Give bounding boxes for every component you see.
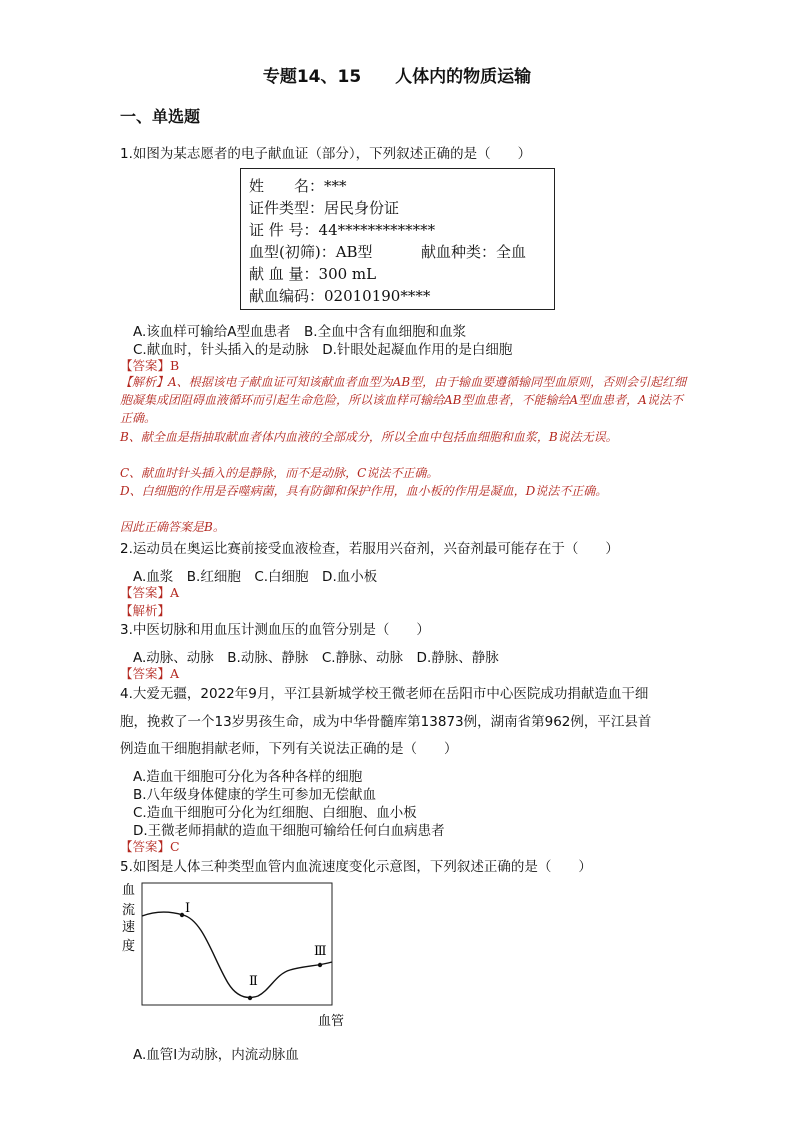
q2-answer: 【答案】A (120, 585, 180, 600)
blood-donation-certificate (240, 168, 555, 310)
q1-explanation-d: D、白细胞的作用是吞噬病菌，具有防御和保护作用，血小板的作用是凝血，D说法不正确。 (120, 484, 608, 498)
q3-options: A.动脉、动脉 B.动脉、静脉 C.静脉、动脉 D.静脉、静脉 (133, 650, 499, 666)
q1-explanation-b: B、献全血是指抽取献血者体内血液的全部成分，所以全血中包括血细胞和血浆，B说法无误。 (120, 430, 618, 444)
cert-id-type: 证件类型：居民身份证 (249, 199, 400, 217)
q5-option-a: A.血管Ⅰ为动脉，内流动脉血 (133, 1047, 299, 1063)
q4-option-a: A.造血干细胞可分化为各种各样的细胞 (133, 769, 363, 785)
point-2-marker (248, 996, 252, 1000)
cert-id-number: 证 件 号：44************* (249, 221, 436, 239)
point-3-marker (318, 963, 322, 967)
section-heading: 一、单选题 (120, 107, 201, 126)
cert-code: 献血编码：02010190**** (249, 287, 431, 305)
q1-stem: 1.如图为某志愿者的电子献血证（部分），下列叙述正确的是（ ） (120, 146, 532, 162)
q3-stem: 3.中医切脉和用血压计测血压的血管分别是（ ） (120, 622, 430, 638)
point-1-marker (180, 913, 184, 917)
y-label-char-3: 速 (122, 920, 136, 935)
y-label-char-2: 流 (122, 903, 136, 918)
y-label-char-1: 血 (122, 883, 136, 898)
q4-answer: 【答案】C (120, 839, 180, 854)
q1-explanation-c: C、献血时针头插入的是静脉，而不是动脉，C说法不正确。 (120, 466, 439, 480)
q4-option-d: D.王微老师捐献的造血干细胞可输给任何白血病患者 (133, 823, 445, 839)
q4-option-c: C.造血干细胞可分化为红细胞、白细胞、血小板 (133, 805, 417, 821)
q2-options: A.血浆 B.红细胞 C.白细胞 D.血小板 (133, 569, 378, 585)
chart-frame (142, 883, 332, 1005)
page-title: 专题14、15 人体内的物质运输 (262, 67, 532, 87)
q2-stem: 2.运动员在奥运比赛前接受血液检查，若服用兴奋剂，兴奋剂最可能存在于（ ） (120, 541, 619, 557)
q1-conclusion: 因此正确答案是B。 (120, 520, 225, 534)
q4-stem-line2: 胞，挽救了一个13岁男孩生命，成为中华骨髓库第13873例，湖南省第962例，平江县首 (120, 714, 652, 730)
cert-name: 姓 名：*** (249, 177, 347, 195)
blood-flow-velocity-diagram (118, 878, 348, 1038)
q3-answer: 【答案】A (120, 666, 180, 681)
q5-stem: 5.如图是人体三种类型血管内血流速度变化示意图，下列叙述正确的是（ ） (120, 859, 592, 875)
cert-donation-kind: 献血种类：全血 (421, 243, 527, 261)
q4-stem-line3: 例造血干细胞捐献老师，下列有关说法正确的是（ ） (120, 741, 458, 757)
q1-answer: 【答案】B (120, 358, 180, 373)
point-2-label: Ⅱ (249, 974, 258, 989)
q2-explanation: 【解析】 (120, 603, 171, 618)
point-1-label: Ⅰ (185, 901, 191, 916)
cert-blood-type: 血型(初筛)：AB型 (249, 243, 373, 261)
velocity-curve (142, 912, 332, 997)
q1-explanation-a: 【解析】A、根据该电子献血证可知该献血者血型为AB型，由于输血要遵循输同型血原则，否则会引起红细胞凝集成团阻碍血液循环而引起生命危险，所以该血样可输给AB型血患者，不能输给A型血患者，A说法不正确。 (120, 375, 687, 425)
q1-options-ab: A.该血样可输给A型血患者 B.全血中含有血细胞和血浆 (133, 324, 467, 340)
x-axis-label: 血管 (318, 1014, 345, 1029)
q4-stem-line1: 4.大爱无疆，2022年9月，平江县新城学校王微老师在岳阳市中心医院成功捐献造血干细 (120, 686, 649, 702)
cert-volume: 献 血 量：300 mL (249, 265, 377, 283)
point-3-label: Ⅲ (314, 944, 327, 959)
q4-option-b: B.八年级身体健康的学生可参加无偿献血 (133, 787, 377, 803)
y-label-char-4: 度 (122, 939, 136, 954)
q1-options-cd: C.献血时，针头插入的是动脉 D.针眼处起凝血作用的是白细胞 (133, 342, 513, 358)
